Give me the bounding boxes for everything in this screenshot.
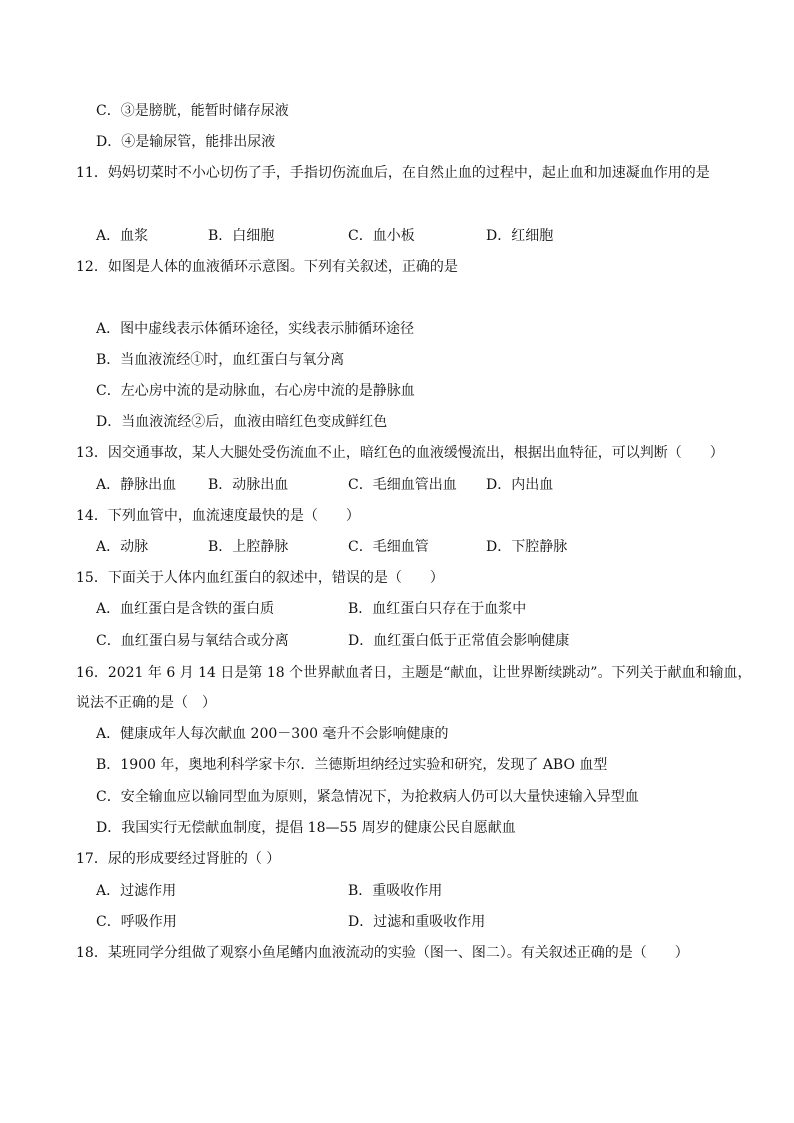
q16-option-d: D．我国实行无偿献血制度，提倡 18—55 周岁的健康公民自愿献血 bbox=[96, 820, 516, 836]
q16-option-c: C．安全输血应以输同型血为原则，紧急情况下，为抢救病人仍可以大量快速输入异型血 bbox=[96, 789, 639, 805]
q17-option-a: A．过滤作用 bbox=[96, 883, 177, 899]
q15-option-b: B．血红蛋白只存在于血浆中 bbox=[348, 601, 527, 617]
q14-options bbox=[96, 536, 794, 558]
q11-stem: 11．妈妈切菜时不小心切伤了手，手指切伤流血后，在自然止血的过程中，起止血和加速凝血作用的是 bbox=[76, 165, 710, 181]
q13-options bbox=[96, 474, 794, 496]
q17-options-row1 bbox=[96, 880, 794, 902]
q15-option-d: D．血红蛋白低于正常值会影响健康 bbox=[348, 633, 570, 649]
q15-option-a: A．血红蛋白是含铁的蛋白质 bbox=[96, 601, 275, 617]
q15-options-row2 bbox=[96, 630, 794, 652]
q18-stem: 18．某班同学分组做了观察小鱼尾鳍内血液流动的实验（图一、图二）。有关叙述正确的是（ ） bbox=[76, 945, 689, 961]
q13-stem: 13．因交通事故，某人大腿处受伤流血不止，暗红色的血液缓慢流出，根据出血特征，可以判断（ ） bbox=[76, 445, 724, 461]
q16-option-b: B．1900 年，奥地利科学家卡尔．兰德斯坦纳经过实验和研究，发现了 ABO 血型 bbox=[96, 757, 608, 773]
q11-option-d: D．红细胞 bbox=[486, 228, 554, 244]
q14-option-b: B．上腔静脉 bbox=[208, 539, 289, 555]
q15-option-c: C．血红蛋白易与氧结合或分离 bbox=[96, 633, 289, 649]
q14-option-a: A．动脉 bbox=[96, 539, 149, 555]
q15-stem: 15．下面关于人体内血红蛋白的叙述中，错误的是（ ） bbox=[76, 570, 444, 586]
q12-option-d: D．当血液流经②后，血液由暗红色变成鲜红色 bbox=[96, 414, 388, 430]
q13-option-c: C．毛细血管出血 bbox=[348, 477, 457, 493]
q13-option-b: B．动脉出血 bbox=[208, 477, 289, 493]
q15-options-row1 bbox=[96, 598, 794, 620]
q14-option-c: C．毛细血管 bbox=[348, 539, 429, 555]
q16-option-a: A．健康成年人每次献血 200－300 毫升不会影响健康的 bbox=[96, 726, 449, 742]
q11-option-c: C．血小板 bbox=[348, 228, 415, 244]
q11-option-b: B．白细胞 bbox=[208, 228, 275, 244]
q16-stem-line1: 16．2021 年 6 月 14 日是第 18 个世界献血者日，主题是“献血，让世界断续跳动”。下列关于献血和输血， bbox=[76, 665, 752, 681]
q17-option-d: D．过滤和重吸收作用 bbox=[348, 914, 486, 930]
q11-options bbox=[96, 225, 794, 247]
q17-stem: 17．尿的形成要经过肾脏的（ ） bbox=[76, 851, 281, 867]
q14-stem: 14．下列血管中，血流速度最快的是（ ） bbox=[76, 508, 360, 524]
q17-option-c: C．呼吸作用 bbox=[96, 914, 177, 930]
q12-stem: 12．如图是人体的血液循环示意图。下列有关叙述，正确的是 bbox=[76, 259, 458, 275]
q12-option-b: B．当血液流经①时，血红蛋白与氧分离 bbox=[96, 352, 345, 368]
q17-option-b: B．重吸收作用 bbox=[348, 883, 443, 899]
q12-option-a: A．图中虚线表示体循环途径，实线表示肺循环途径 bbox=[96, 321, 415, 337]
q16-stem-line2: 说法不正确的是（ ） bbox=[76, 695, 216, 711]
q14-option-d: D．下腔静脉 bbox=[486, 539, 568, 555]
q17-options-row2 bbox=[96, 911, 794, 933]
q12-option-c: C．左心房中流的是动脉血，右心房中流的是静脉血 bbox=[96, 383, 415, 399]
q13-option-a: A．静脉出血 bbox=[96, 477, 177, 493]
q10-option-d: D．④是输尿管，能排出尿液 bbox=[96, 134, 276, 150]
q10-option-c: C．③是膀胱，能暂时储存尿液 bbox=[96, 103, 289, 119]
q13-option-d: D．内出血 bbox=[486, 477, 554, 493]
q11-option-a: A．血浆 bbox=[96, 228, 149, 244]
